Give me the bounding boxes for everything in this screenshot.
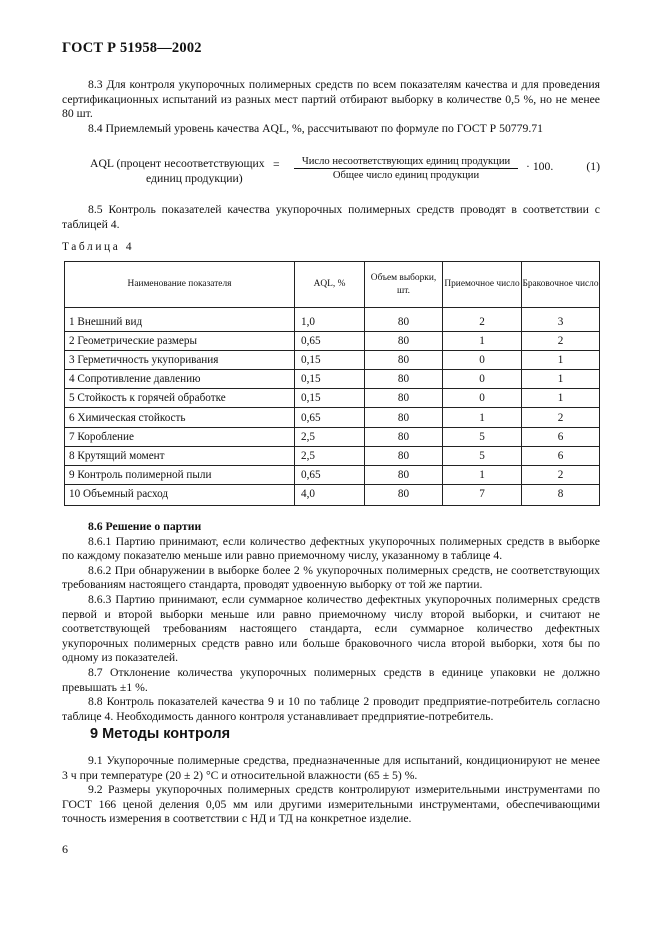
header-sample: Объем выборки, шт.	[365, 262, 443, 308]
page-number: 6	[62, 842, 68, 856]
cell-sample: 80	[365, 351, 443, 370]
cell-aql: 0,65	[295, 332, 365, 351]
cell-reject: 1	[522, 351, 600, 370]
standard-header: ГОСТ Р 51958—2002	[62, 40, 202, 56]
table-row	[65, 427, 600, 446]
cell-reject: 1	[522, 389, 600, 408]
formula-left-line1: AQL (процент несоответствующих	[90, 157, 265, 170]
cell-aql: 0,15	[295, 389, 365, 408]
cell-accept: 1	[443, 332, 522, 351]
table-row	[65, 351, 600, 370]
cell-sample: 80	[365, 427, 443, 446]
cell-reject: 1	[522, 370, 600, 389]
cell-aql: 0,15	[295, 370, 365, 389]
cell-aql: 0,65	[295, 465, 365, 484]
cell-aql: 4,0	[295, 484, 365, 505]
cell-sample: 80	[365, 484, 443, 505]
cell-aql: 2,5	[295, 446, 365, 465]
formula-denominator: Общее число единиц продукции	[332, 170, 480, 181]
quality-table	[64, 261, 600, 506]
paragraph-8-6-1: 8.6.1 Партию принимают, если количество дефектных укупорочных полимерных средств в выборке по каждому показателю меньше или равно приемочному числу, указанному в таблице 4.	[62, 534, 600, 563]
paragraph-8-6-3: 8.6.3 Партию принимают, если суммарное количество дефектных укупорочных полимерных средств первой и второй выборки меньше или равно приемочному числу второй выборки, и считают не соответствующей требованиям настоящего стандарта, если суммарное количество дефектных укупорочных полимерных средств равно или больше браковочного числа второй выборки, хотя бы по одному из показателей.	[62, 592, 600, 665]
header-name: Наименование показателя	[65, 262, 295, 308]
table-caption: Таблица 4	[62, 241, 135, 253]
cell-accept: 5	[443, 446, 522, 465]
formula-fraction	[294, 156, 518, 181]
cell-reject: 2	[522, 408, 600, 427]
cell-sample: 80	[365, 465, 443, 484]
formula-left-line2: единиц продукции)	[146, 171, 243, 185]
cell-reject: 8	[522, 484, 600, 505]
cell-name: 3 Герметичность укупоривания	[65, 351, 295, 370]
aql-formula	[62, 156, 600, 196]
section-9-title: 9 Методы контроля	[90, 726, 231, 742]
section-8-6-title: Решение о партии	[105, 520, 202, 533]
cell-name: 8 Крутящий момент	[65, 446, 295, 465]
formula-multiplier: · 100.	[526, 160, 554, 173]
table-row	[65, 408, 600, 427]
paragraph-8-7: 8.7 Отклонение количества укупорочных полимерных средств в единице упаковки не должно превышать ±1 %.	[62, 665, 600, 694]
header-aql: AQL, %	[295, 262, 365, 308]
cell-accept: 1	[443, 465, 522, 484]
section-8-6-heading	[62, 520, 600, 535]
cell-name: 1 Внешний вид	[65, 308, 295, 332]
cell-name: 4 Сопротивление давлению	[65, 370, 295, 389]
table-header-row	[65, 262, 600, 308]
cell-name: 7 Коробление	[65, 427, 295, 446]
cell-accept: 0	[443, 389, 522, 408]
cell-accept: 2	[443, 308, 522, 332]
intro-block	[62, 78, 600, 136]
cell-aql: 0,65	[295, 408, 365, 427]
paragraph-8-5-block	[62, 203, 600, 232]
cell-name: 9 Контроль полимерной пыли	[65, 465, 295, 484]
section-8-6-block	[62, 520, 600, 724]
cell-aql: 2,5	[295, 427, 365, 446]
paragraph-8-6-2: 8.6.2 При обнаружении в выборке более 2 % укупорочных полимерных средств, не соответствующих требованиям настоящего стандарта, проводят удвоенную выборку от той же партии.	[62, 563, 600, 592]
paragraph-9-1: 9.1 Укупорочные полимерные средства, предназначенные для испытаний, кондиционируют не менее 3 ч при температуре (20 ± 2) °С и относительной влажности (65 ± 5) %.	[62, 754, 600, 782]
formula-left-side	[90, 157, 265, 186]
formula-numerator: Число несоответствующих единиц продукции	[294, 156, 518, 169]
cell-sample: 80	[365, 308, 443, 332]
section-9-block	[62, 754, 600, 827]
cell-reject: 6	[522, 427, 600, 446]
formula-number: (1)	[586, 160, 600, 173]
table-row	[65, 484, 600, 505]
section-8-6-num: 8.6	[88, 520, 103, 533]
cell-name: 2 Геометрические размеры	[65, 332, 295, 351]
cell-aql: 1,0	[295, 308, 365, 332]
cell-reject: 3	[522, 308, 600, 332]
cell-name: 6 Химическая стойкость	[65, 408, 295, 427]
header-reject: Браковочное число	[522, 262, 600, 308]
cell-name: 5 Стойкость к горячей обработке	[65, 389, 295, 408]
cell-accept: 7	[443, 484, 522, 505]
cell-sample: 80	[365, 370, 443, 389]
paragraph-8-8: 8.8 Контроль показателей качества 9 и 10 по таблице 2 проводит предприятие-потребитель согласно таблице 4. Необходимость данного контроля устанавливает предприятие-потребитель.	[62, 695, 600, 723]
table-row	[65, 332, 600, 351]
cell-sample: 80	[365, 408, 443, 427]
table-row	[65, 465, 600, 484]
paragraph-8-4: 8.4 Приемлемый уровень качества AQL, %, рассчитывают по формуле по ГОСТ Р 50779.71	[88, 121, 543, 135]
cell-sample: 80	[365, 389, 443, 408]
formula-equals: =	[273, 158, 280, 171]
cell-sample: 80	[365, 446, 443, 465]
cell-accept: 0	[443, 370, 522, 389]
cell-reject: 2	[522, 465, 600, 484]
cell-aql: 0,15	[295, 351, 365, 370]
cell-accept: 1	[443, 408, 522, 427]
cell-accept: 5	[443, 427, 522, 446]
cell-sample: 80	[365, 332, 443, 351]
cell-accept: 0	[443, 351, 522, 370]
header-accept: Приемочное число	[443, 262, 522, 308]
cell-reject: 2	[522, 332, 600, 351]
paragraph-8-3: 8.3 Для контроля укупорочных полимерных средств по всем показателям качества и для проведения сертификационных испытаний из разных мест партий отбирают выборку в количестве 0,5 %, но не менее 80 шт.	[62, 78, 600, 121]
paragraph-9-2: 9.2 Размеры укупорочных полимерных средств контролируют измерительными инструментами по ГОСТ 166 ценой деления 0,05 мм или другими измерительными инструментами, обеспечивающими точность измерения в соответствии с НД и ТД на конкретное изделие.	[62, 783, 600, 826]
cell-reject: 6	[522, 446, 600, 465]
table-row	[65, 308, 600, 332]
table-row	[65, 389, 600, 408]
table-row	[65, 446, 600, 465]
cell-name: 10 Объемный расход	[65, 484, 295, 505]
paragraph-8-5: 8.5 Контроль показателей качества укупорочных полимерных средств проводят в соответствии с таблицей 4.	[62, 203, 600, 231]
table-row	[65, 370, 600, 389]
